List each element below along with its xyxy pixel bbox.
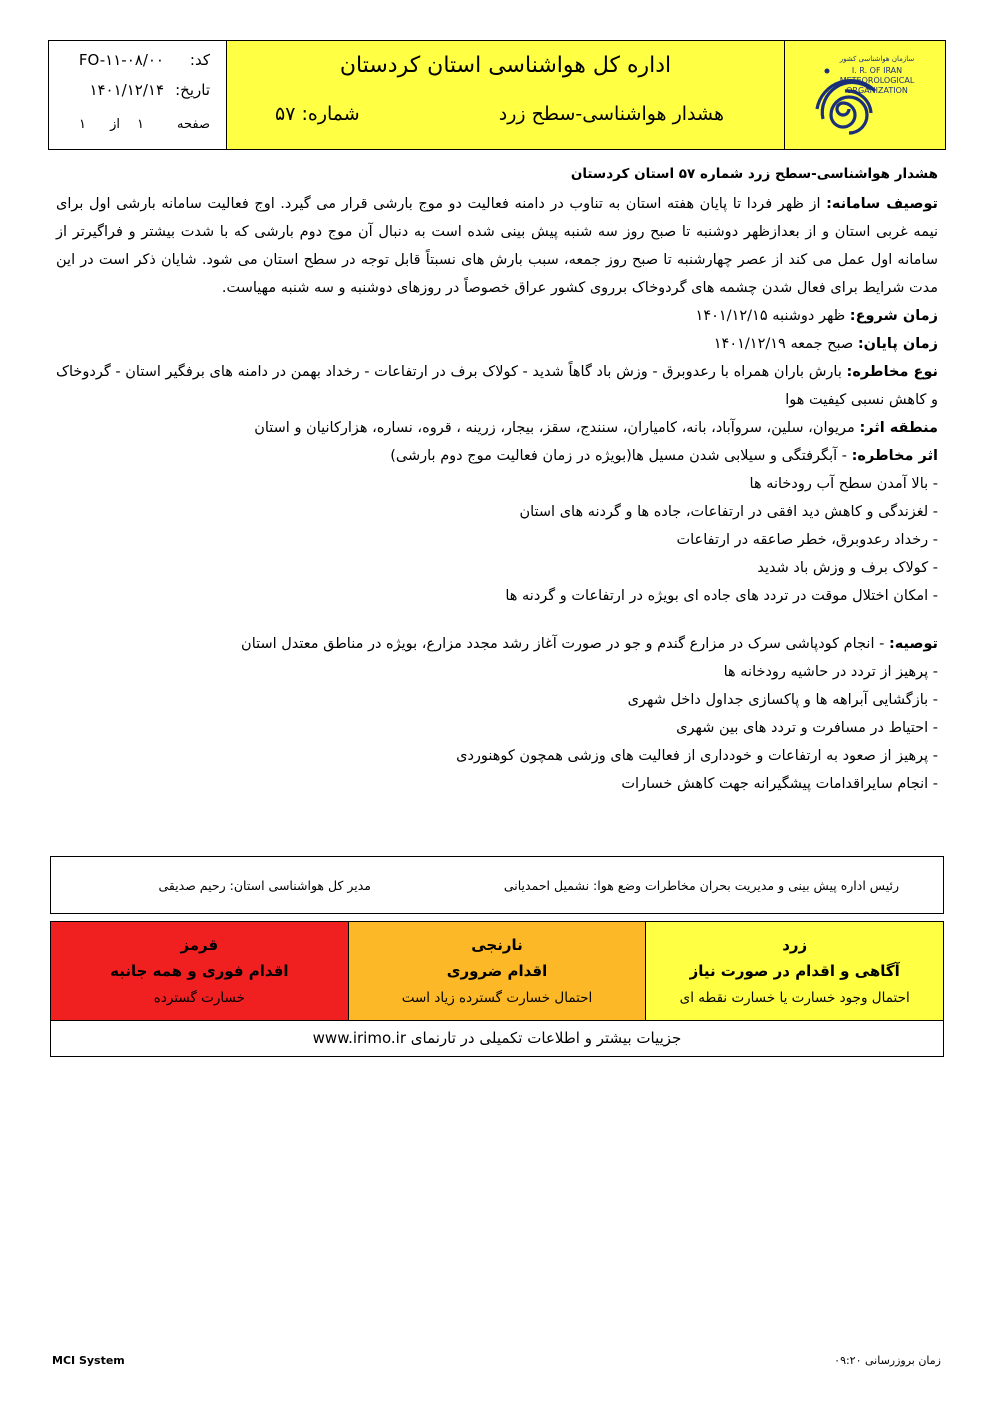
code-value: FO-۱۱-۰۸/۰۰ bbox=[78, 51, 164, 69]
spiral-logo-icon bbox=[805, 47, 925, 145]
page-label: صفحه bbox=[177, 117, 210, 132]
signature-box bbox=[50, 856, 944, 914]
website-note: جزییات بیشتر و اطلاعات تکمیلی در تارنمای www.irimo.ir bbox=[312, 1029, 682, 1047]
hazard-type bbox=[56, 358, 938, 414]
code-label: کد: bbox=[189, 51, 210, 69]
code-row bbox=[49, 51, 226, 75]
update-time: زمان بروزرسانی ۰۹:۲۰ bbox=[834, 1354, 941, 1367]
start-time bbox=[56, 302, 938, 330]
warning-number: شماره: ۵۷ bbox=[275, 103, 360, 125]
advice-label: توصیه: bbox=[888, 636, 938, 652]
document-header bbox=[48, 40, 946, 150]
warning-body bbox=[56, 160, 938, 798]
level-yellow bbox=[645, 922, 943, 1020]
body-title: هشدار هواشناسی-سطح زرد شماره ۵۷ استان کردستان bbox=[570, 166, 938, 182]
level-red-action: اقدام فوری و همه جانبه bbox=[110, 962, 289, 980]
logo-text-1: I. R. OF IRAN bbox=[851, 66, 903, 75]
advice bbox=[56, 630, 938, 658]
list-item: - لغزندگی و کاهش دید افقی در ارتفاعات، جاده ها و گردنه های استان bbox=[519, 504, 938, 520]
date-label: تاریخ: bbox=[175, 81, 210, 99]
warning-levels-legend bbox=[50, 921, 944, 1057]
system-name: MCI System bbox=[52, 1354, 125, 1367]
page-current: ۱ bbox=[137, 117, 144, 132]
end-text: صبح جمعه ۱۴۰۱/۱۲/۱۹ bbox=[713, 336, 858, 352]
hazard-label: نوع مخاطره: bbox=[846, 364, 938, 380]
hazard-text: بارش باران همراه با رعدوبرق - وزش باد گاهاً شدید - کولاک برف در ارتفاعات - رخداد بهمن در دامنه های برفگیر استان - گردوخاک و کاهش نسبی کیفیت هوا bbox=[56, 364, 938, 408]
level-orange-name: نارنجی bbox=[471, 936, 523, 954]
list-item: - پرهیز از صعود به ارتفاعات و خودداری از فعالیت های وزشی همچون کوهنوردی bbox=[456, 748, 938, 764]
header-title-box bbox=[227, 41, 785, 149]
level-red-name: قرمز bbox=[180, 936, 219, 954]
logo-text-3: ORGANIZATION bbox=[846, 86, 908, 95]
level-orange-desc: احتمال خسارت گسترده زیاد است bbox=[401, 990, 593, 1006]
effects-label: اثر مخاطره: bbox=[851, 448, 938, 464]
system-label: توصیف سامانه: bbox=[826, 196, 938, 212]
start-label: زمان شروع: bbox=[849, 308, 938, 324]
affected-region bbox=[56, 414, 938, 442]
page-row bbox=[49, 117, 226, 141]
system-description bbox=[56, 190, 938, 302]
date-row bbox=[49, 81, 226, 105]
system-text: از ظهر فردا تا پایان هفته استان به تناوب در دامنه فعالیت دو موج بارشی قرار می گیرد. اوج فعالیت سامانه بارشی اول برای نیمه غربی استان و از بعدازظهر دوشنبه تا صبح روز سه شنبه پیش بینی شده است به دنبال آن موج دوم بارشی که با شدت بیشتر و فراگیرتر از سامانه اول عمل می کند از عصر چهارشنبه تا صبح روز جمعه، سبب بارش های نسبتاً قابل توجه در سطح استان می شود. شایان ذکر است در این مدت شرایط برای فعال شدن چشمه های گردوخاک برروی کشور عراق خصوصاً در روزهای دوشنبه و سه شنبه مهیاست. bbox=[56, 196, 938, 296]
level-red bbox=[51, 922, 348, 1020]
list-item: - امکان اختلال موقت در تردد های جاده ای بویژه در ارتفاعات و گردنه ها bbox=[505, 588, 938, 604]
end-label: زمان پایان: bbox=[857, 336, 938, 352]
director-signature: مدیر کل هواشناسی استان: رحیم صدیقی bbox=[158, 878, 371, 893]
document-meta bbox=[49, 41, 227, 149]
advice-first: - انجام کودپاشی سرک در مزارع گندم و جو در صورت آغاز رشد مجدد مزارع، بویژه در مناطق معتدل استان bbox=[241, 636, 889, 652]
org-title: اداره کل هواشناسی استان کردستان bbox=[339, 53, 672, 78]
logo-text-2: METEOROLOGICAL bbox=[839, 76, 915, 85]
region-label: منطقه اثر: bbox=[859, 420, 938, 436]
start-text: ظهر دوشنبه ۱۴۰۱/۱۲/۱۵ bbox=[695, 308, 850, 324]
logo-text-fa: سازمان هواشناسی کشور bbox=[839, 55, 915, 63]
effects-first: - آبگرفتگی و سیلابی شدن مسیل ها(بویژه در زمان فعالیت موج دوم بارشی) bbox=[390, 448, 852, 464]
level-yellow-name: زرد bbox=[782, 936, 808, 954]
list-item: - بالا آمدن سطح آب رودخانه ها bbox=[749, 476, 938, 492]
date-value: ۱۴۰۱/۱۲/۱۴ bbox=[89, 81, 164, 99]
forecast-head-signature: رئیس اداره پیش بینی و مدیریت بحران مخاطرات وضع هوا: نشمیل احمدیانی bbox=[503, 878, 899, 893]
list-item: - پرهیز از تردد در حاشیه رودخانه ها bbox=[723, 664, 938, 680]
hazard-effects bbox=[56, 442, 938, 470]
region-text: مریوان، سلین، سروآباد، بانه، کامیاران، سنندج، سقز، بیجار، زرینه ، قروه، نساره، هزارکانیان و استان bbox=[254, 420, 860, 436]
end-time bbox=[56, 330, 938, 358]
list-item: - رخداد رعدوبرق، خطر صاعقه در ارتفاعات bbox=[676, 532, 938, 548]
level-orange-action: اقدام ضروری bbox=[446, 962, 548, 980]
list-item: - بازگشایی آبراهه ها و پاکسازی جداول داخل شهری bbox=[627, 692, 938, 708]
org-logo bbox=[785, 41, 945, 149]
level-orange bbox=[348, 922, 646, 1020]
page-of: از bbox=[110, 117, 120, 132]
level-red-desc: خسارت گسترده bbox=[153, 990, 245, 1006]
list-item: - احتیاط در مسافرت و تردد های بین شهری bbox=[676, 720, 938, 736]
level-yellow-action: آگاهی و اقدام در صورت نیاز bbox=[689, 962, 900, 980]
warning-level: هشدار هواشناسی-سطح زرد bbox=[498, 103, 724, 125]
page-total: ۱ bbox=[79, 117, 86, 132]
list-item: - انجام سایراقدامات پیشگیرانه جهت کاهش خسارات bbox=[621, 776, 938, 792]
level-yellow-desc: احتمال وجود خسارت یا خسارت نقطه ای bbox=[679, 990, 910, 1006]
list-item: - کولاک برف و وزش باد شدید bbox=[757, 560, 938, 576]
